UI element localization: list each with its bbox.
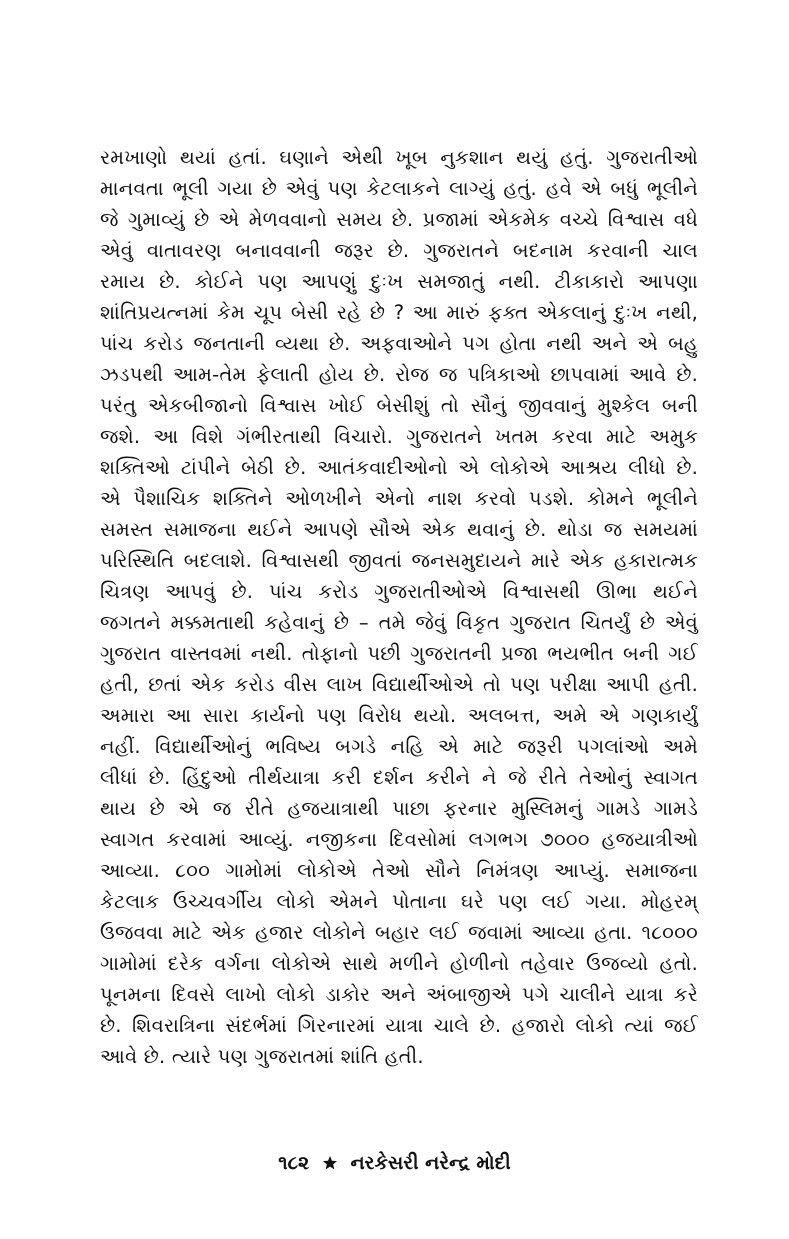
text-line: ઉજવવા માટે એક હજાર લોકોને બહાર લઈ જવામાં આવ્યા હતા. ૧૮૦૦૦ <box>100 921 698 944</box>
text-line: હતી, છતાં એક કરોડ વીસ લાખ વિદ્યાર્થીઓએ તો પણ પરીક્ષા આપી હતી. <box>100 673 698 696</box>
text-line: અમારા આ સારા કાર્યનો પણ વિરોધ થયો. અલબત્ત, અમે એ ગણકાર્યું <box>100 704 698 727</box>
text-line: નહીં. વિદ્યાર્થીઓનું ભવિષ્ય બગડે નહિ એ માટે જરૂરી પગલાંઓ અમે <box>100 735 698 758</box>
text-line: પાંચ કરોડ જનતાની વ્યથા છે. અફવાઓને પગ હોતા નથી અને એ બહુ <box>100 332 698 355</box>
text-line: એ પૈશાચિક શક્તિને ઓળખીને એનો નાશ કરવો પડશે. કોમને ભૂલીને <box>100 487 698 510</box>
text-line: શક્તિઓ ટાંપીને બેઠી છે. આતંકવાદીઓનો એ લોકોએ આશ્રય લીધો છે. <box>100 456 698 479</box>
text-line: પૂનમના દિવસે લાખો લોકો ડાકોર અને અંબાજીએ પગે ચાલીને યાત્રા કરે <box>100 983 698 1006</box>
text-line: આવે છે. ત્યારે પણ ગુજરાતમાં શાંતિ હતી. <box>100 1045 424 1068</box>
body-paragraph <box>100 142 698 1072</box>
text-line: જે ગુમાવ્યું છે એ મેળવવાનો સમય છે. પ્રજામાં એકમેક વચ્ચે વિશ્વાસ વધે <box>100 208 698 231</box>
text-line: રમખાણો થયાં હતાં. ઘણાને એથી ખૂબ નુકશાન થયું હતું. ગુજરાતીઓ <box>100 146 698 169</box>
text-line: પરંતુ એકબીજાનો વિશ્વાસ ખોઈ બેસીશું તો સૌનું જીવવાનું મુશ્કેલ બની <box>100 394 698 417</box>
text-line: સમસ્ત સમાજના થઈને આપણે સૌએ એક થવાનું છે. થોડા જ સમયમાં <box>100 518 698 541</box>
text-line: એવું વાતાવરણ બનાવવાની જરૂર છે. ગુજરાતને બદનામ કરવાની ચાલ <box>100 239 698 262</box>
text-line: ચિત્રણ આપવું છે. પાંચ કરોડ ગુજરાતીઓએ વિશ્વાસથી ઊભા થઈને <box>100 580 698 603</box>
text-line: આવ્યા. ૮૦૦ ગામોમાં લોકોએ તેઓ સૌને નિમંત્રણ આપ્યું. સમાજના <box>100 859 698 882</box>
text-line: સ્વાગત કરવામાં આવ્યું. નજીકના દિવસોમાં લગભગ ૭૦૦૦ હજયાત્રીઓ <box>100 828 698 851</box>
text-line: શાંતિપ્રયત્નમાં કેમ ચૂપ બેસી રહે છે ? આ મારું ફક્ત એકલાનું દુઃખ નથી, <box>100 301 698 324</box>
text-line: ગુજરાત વાસ્તવમાં નથી. તોફાનો પછી ગુજરાતની પ્રજા ભયભીત બની ગઈ <box>100 642 698 665</box>
text-line: ઝડપથી આમ-તેમ ફેલાતી હોય છે. રોજ જ પત્રિકાઓ છાપવામાં આવે છે. <box>100 363 698 386</box>
star-icon <box>322 1155 338 1171</box>
text-line: ગામોમાં દરેક વર્ગના લોકોએ સાથે મળીને હોળીનો તહેવાર ઉજવ્યો હતો. <box>100 952 698 975</box>
text-line: રમાય છે. કોઈને પણ આપણું દુઃખ સમજાતું નથી. ટીકાકારો આપણા <box>100 270 698 293</box>
text-line: લીધાં છે. હિંદુઓ તીર્થયાત્રા કરી દર્શન કરીને ને જે રીતે તેઓનું સ્વાગત <box>100 766 698 789</box>
text-line: કેટલાક ઉચ્ચવર્ગીય લોકો એમને પોતાના ઘરે પણ લઈ ગયા. મોહરમ્ <box>100 890 698 913</box>
text-line: થાય છે એ જ રીતે હજયાત્રાથી પાછા ફરનાર મુસ્લિમનું ગામડે ગામડે <box>100 797 698 820</box>
text-line: માનવતા ભૂલી ગયા છે એવું પણ કેટલાકને લાગ્યું હતું. હવે એ બધું ભૂલીને <box>100 177 698 200</box>
page-number: ૧૮૨ <box>278 1151 310 1174</box>
text-line: પરિસ્થિતિ બદલાશે. વિશ્વાસથી જીવતાં જનસમુદાયને મારે એક હકારાત્મક <box>100 549 698 572</box>
text-line: છે. શિવરાત્રિના સંદર્ભમાં ગિરનારમાં યાત્રા ચાલે છે. હજારો લોકો ત્યાં જઈ <box>100 1014 698 1037</box>
text-line: જશે. આ વિશે ગંભીરતાથી વિચારો. ગુજરાતને ખતમ કરવા માટે અમુક <box>100 425 698 448</box>
text-line: જગતને મક્કમતાથી કહેવાનું છે – તમે જેવું વિકૃત ગુજરાત ચિતર્યું છે એવું <box>100 611 698 634</box>
page-footer <box>0 1148 789 1177</box>
book-title: નરકેસરી નરેન્દ્ર મોદી <box>350 1151 511 1174</box>
